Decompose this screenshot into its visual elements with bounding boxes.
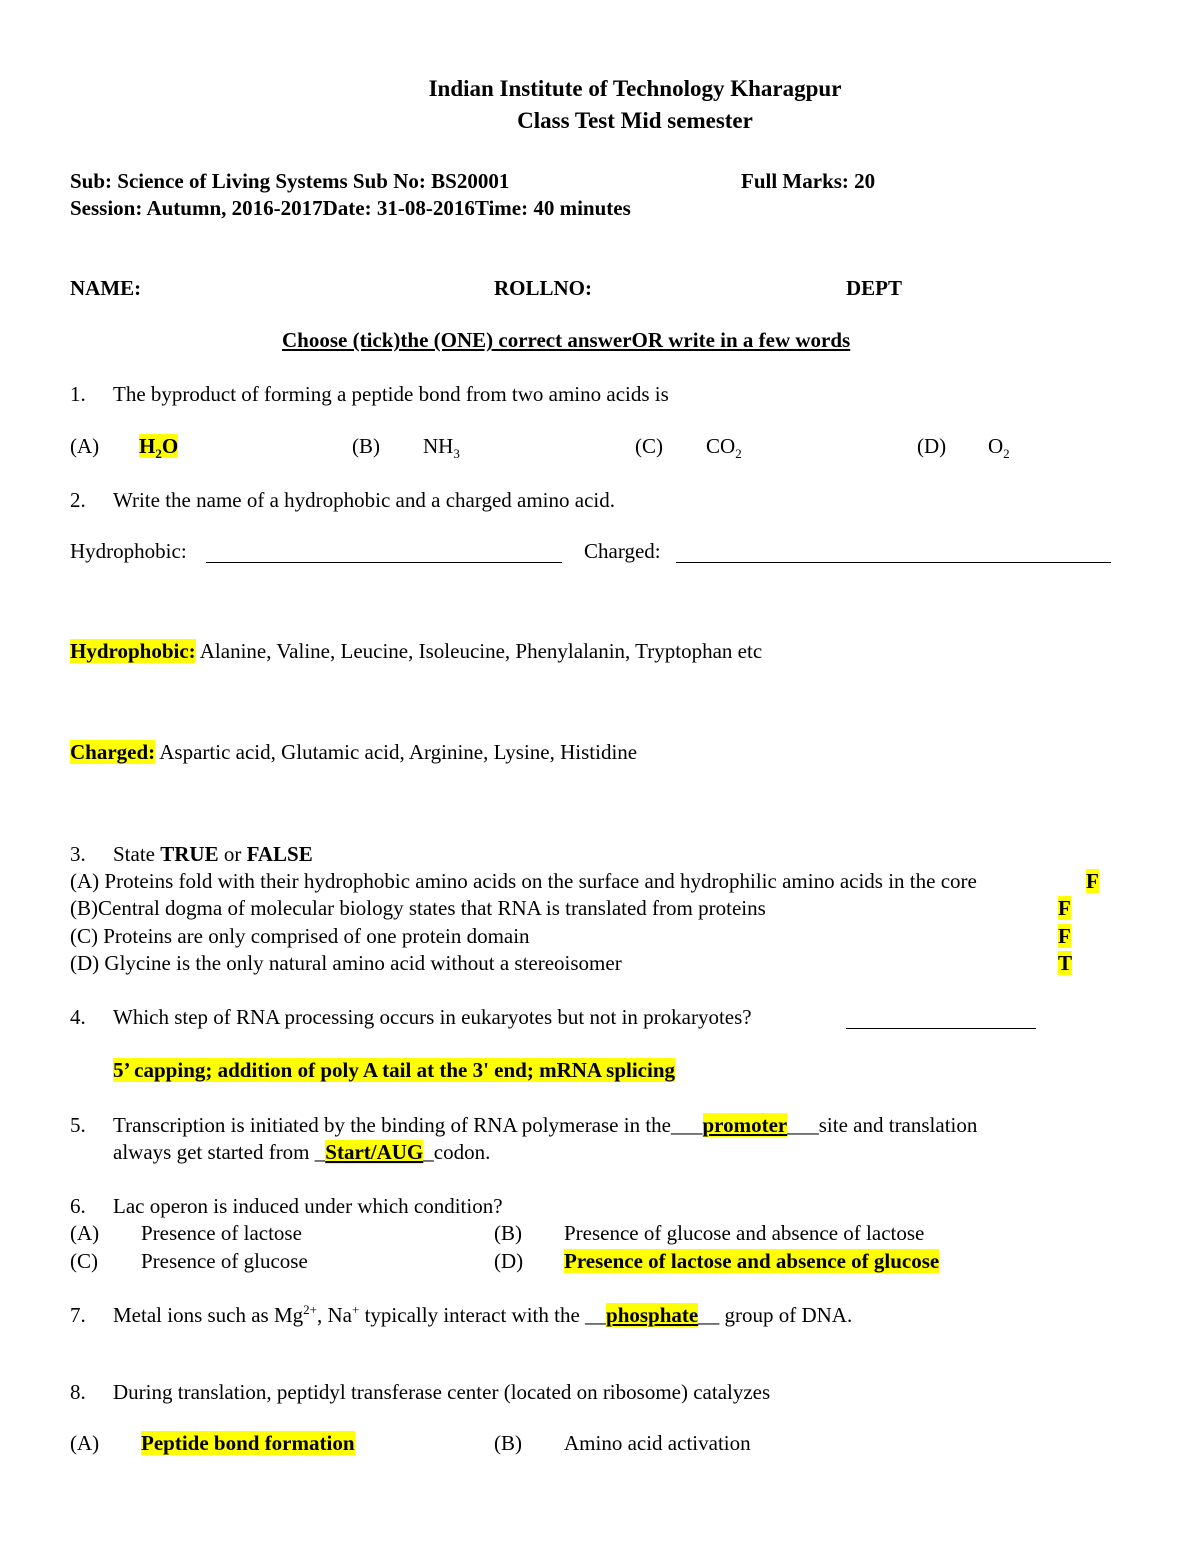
q8-number: 8.	[70, 1380, 86, 1404]
q4-answer-blank[interactable]	[846, 1028, 1036, 1029]
q6-option-c-label: (C)	[70, 1249, 98, 1273]
q4-answer: 5’ capping; addition of poly A tail at the 3' end; mRNA splicing	[113, 1058, 676, 1082]
q1-option-b-label: (B)	[352, 434, 380, 458]
q4-number: 4.	[70, 1005, 86, 1029]
q6-option-b-text: Presence of glucose and absence of lactose	[564, 1221, 925, 1245]
q2-hydrophobic-answer-label: Hydrophobic:	[70, 639, 196, 663]
q1-text: The byproduct of forming a peptide bond from two amino acids is	[113, 382, 669, 406]
session-line: Session: Autumn, 2016-2017Date: 31-08-2016Time: 40 minutes	[70, 196, 631, 220]
q5-line2: always get started from _Start/AUG_codon.	[113, 1140, 491, 1164]
q2-charged-answer: Charged: Aspartic acid, Glutamic acid, Arginine, Lysine, Histidine	[70, 740, 638, 764]
q6-number: 6.	[70, 1194, 86, 1218]
q8-option-b-text: Amino acid activation	[564, 1431, 751, 1455]
q1-option-d-label: (D)	[917, 434, 947, 458]
q5-answer-promoter: promoter	[702, 1113, 788, 1137]
q7-text: Metal ions such as $Mg^{2+}$, Na+ typically interact with the __phosphate__ group of DNA.	[113, 1302, 853, 1327]
q2-hydrophobic-label: Hydrophobic:	[70, 539, 187, 563]
q3-statement-c: (C) Proteins are only comprised of one protein domain	[70, 924, 530, 948]
q3-answer-a: F	[1086, 869, 1099, 893]
q6-option-a-label: (A)	[70, 1221, 100, 1245]
test-title: Class Test Mid semester	[517, 108, 753, 133]
q8-option-b-label: (B)	[494, 1431, 522, 1455]
q3-statement-b: (B)Central dogma of molecular biology states that RNA is translated from proteins	[70, 896, 766, 920]
q2-charged-answer-label: Charged:	[70, 740, 156, 764]
q1-option-a-answer: $H_2O$	[139, 434, 179, 462]
q3-answer-c: F	[1058, 924, 1071, 948]
q7-answer-phosphate: phosphate	[606, 1303, 699, 1327]
q6-option-d-label: (D)	[494, 1249, 524, 1273]
q4-text: Which step of RNA processing occurs in eukaryotes but not in prokaryotes?	[113, 1005, 752, 1029]
q2-charged-label: Charged:	[584, 539, 661, 563]
full-marks: Full Marks: 20	[741, 169, 876, 193]
q6-text: Lac operon is induced under which condition?	[113, 1194, 503, 1218]
q7-number: 7.	[70, 1303, 86, 1327]
q1-option-c-label: (C)	[635, 434, 663, 458]
q1-option-a-label: (A)	[70, 434, 100, 458]
q2-number: 2.	[70, 488, 86, 512]
instructions: Choose (tick)the (ONE) correct answerOR write in a few words	[282, 328, 851, 352]
rollno-label: ROLLNO:	[494, 276, 593, 300]
q8-option-a-answer: Peptide bond formation	[141, 1431, 355, 1455]
q1-option-c-text: $CO_2$	[706, 434, 742, 462]
subject-line: Sub: Science of Living Systems Sub No: BS20001	[70, 169, 510, 193]
q6-option-d-answer: Presence of lactose and absence of glucose	[564, 1249, 940, 1273]
q2-hydrophobic-answer: Hydrophobic: Alanine, Valine, Leucine, Isoleucine, Phenylalanin, Tryptophan etc	[70, 639, 763, 663]
q3-statement-a: (A) Proteins fold with their hydrophobic amino acids on the surface and hydrophilic amino acids in the core	[70, 869, 977, 893]
q8-text: During translation, peptidyl transferase center (located on ribosome) catalyzes	[113, 1380, 771, 1404]
q2-text: Write the name of a hydrophobic and a charged amino acid.	[113, 488, 615, 512]
q6-option-a-text: Presence of lactose	[141, 1221, 302, 1245]
name-label: NAME:	[70, 276, 142, 300]
institute-title: Indian Institute of Technology Kharagpur	[428, 76, 842, 101]
q3-statement-d: (D) Glycine is the only natural amino acid without a stereoisomer	[70, 951, 622, 975]
q2-charged-blank[interactable]	[676, 562, 1111, 563]
q2-hydrophobic-blank[interactable]	[206, 562, 562, 563]
q1-option-d-text: $O_2$	[988, 434, 1010, 462]
q8-option-a-label: (A)	[70, 1431, 100, 1455]
q3-answer-b: F	[1058, 896, 1071, 920]
dept-label: DEPT	[846, 276, 903, 300]
q3-number: 3.	[70, 842, 86, 866]
q3-answer-d: T	[1058, 951, 1073, 975]
q5-answer-start: Start/AUG	[325, 1140, 424, 1164]
q5-line1: Transcription is initiated by the binding of RNA polymerase in the___promoter___site and translation	[113, 1113, 978, 1137]
q3-heading: State TRUE or FALSE	[113, 842, 313, 866]
q6-option-b-label: (B)	[494, 1221, 522, 1245]
q1-number: 1.	[70, 382, 86, 406]
q5-number: 5.	[70, 1113, 86, 1137]
q1-option-b-text: $NH_3$	[423, 434, 460, 462]
q6-option-c-text: Presence of glucose	[141, 1249, 308, 1273]
